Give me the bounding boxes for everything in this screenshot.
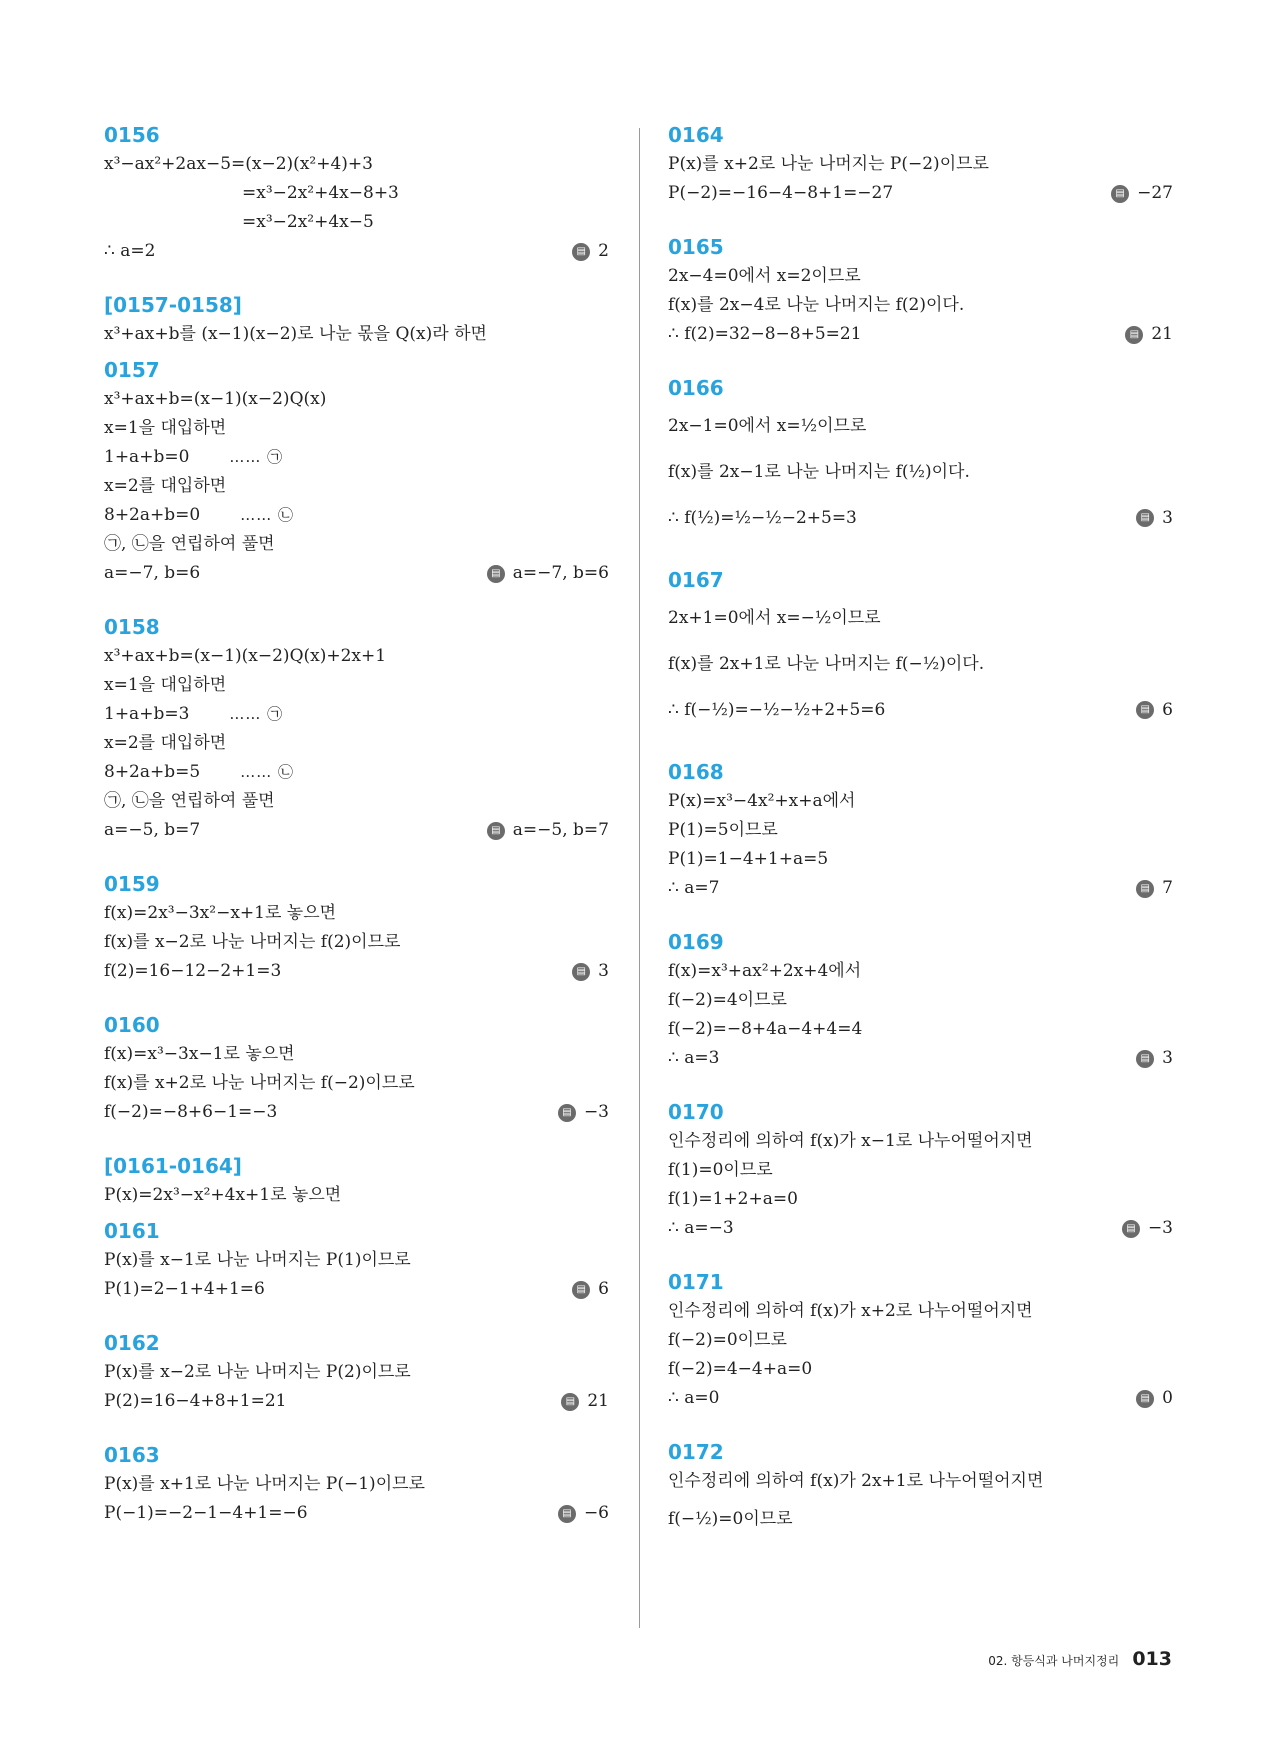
problem-block <box>668 1437 1173 1542</box>
problem-number: 0156 <box>104 123 160 147</box>
answer-badge-icon: ▤ <box>572 243 590 261</box>
solution-line <box>104 1040 609 1069</box>
solution-text: ∴ f(2)=32−8−8+5=21 <box>668 324 862 344</box>
solution-line <box>104 671 609 700</box>
solution-text: P(x)를 x+1로 나눈 나머지는 P(−1)이므로 <box>104 1474 425 1494</box>
solution-text: f(−½)=0이므로 <box>668 1509 793 1529</box>
solution-line <box>104 414 609 443</box>
answer-value: −3 <box>583 1102 609 1122</box>
solution-line <box>668 1496 1173 1542</box>
problem-number: 0158 <box>104 615 160 639</box>
solution-line <box>104 237 609 266</box>
solution-text: f(x)를 2x−1로 나눈 나머지는 f(½)이다. <box>668 462 970 482</box>
solution-line <box>668 595 1173 641</box>
answer-value: 0 <box>1162 1388 1173 1408</box>
solution-text: P(−1)=−2−1−4+1=−6 <box>104 1503 308 1523</box>
solution-text: P(1)=1−4+1+a=5 <box>668 849 829 869</box>
problem-number: 0159 <box>104 872 160 896</box>
solution-text: 2x−4=0에서 x=2이므로 <box>668 266 861 286</box>
answer <box>572 1275 609 1304</box>
equation-marker: …… ㉠ <box>229 448 284 466</box>
problem-block <box>104 355 609 588</box>
solution-line <box>104 816 609 845</box>
answer <box>561 1387 609 1416</box>
solution-line <box>668 874 1173 903</box>
answer-value: −3 <box>1147 1218 1173 1238</box>
answer <box>1136 495 1173 541</box>
answer-badge-icon: ▤ <box>487 565 505 583</box>
answer <box>1136 687 1173 733</box>
solution-line <box>104 642 609 671</box>
left-column <box>104 120 609 1528</box>
answer-value: 3 <box>1162 508 1173 528</box>
solution-text: f(1)=1+2+a=0 <box>668 1189 798 1209</box>
answer-badge-icon: ▤ <box>558 1104 576 1122</box>
solution-line <box>668 1044 1173 1073</box>
solution-text: f(x)를 2x+1로 나눈 나머지는 f(−½)이다. <box>668 654 985 674</box>
solution-line <box>104 1246 609 1275</box>
problem-block <box>104 1440 609 1528</box>
problem-block <box>104 120 609 266</box>
solution-line <box>668 1384 1173 1413</box>
answer-value: 21 <box>587 1391 609 1411</box>
problem-block <box>104 1328 609 1416</box>
problem-number: 0162 <box>104 1331 160 1355</box>
answer-badge-icon: ▤ <box>572 1281 590 1299</box>
answer <box>1125 320 1173 349</box>
solution-text: x=1을 대입하면 <box>104 675 227 695</box>
solution-line <box>104 1499 609 1528</box>
solution-line <box>104 559 609 588</box>
answer-value: −27 <box>1137 183 1173 203</box>
problem-number: 0171 <box>668 1270 724 1294</box>
solution-text: f(−2)=0이므로 <box>668 1330 787 1350</box>
problem-block <box>104 290 609 349</box>
problem-block <box>668 232 1173 349</box>
solution-text: f(−2)=−8+6−1=−3 <box>104 1102 278 1122</box>
answer-value: 2 <box>598 241 609 261</box>
right-column <box>668 120 1173 1542</box>
solution-text: =x³−2x²+4x−5 <box>242 212 374 232</box>
answer-badge-icon: ▤ <box>1136 701 1154 719</box>
problem-block <box>104 1010 609 1127</box>
solution-line <box>668 1326 1173 1355</box>
problem-number: 0163 <box>104 1443 160 1467</box>
solution-text: P(x)=2x³−x²+4x+1로 놓으면 <box>104 1185 342 1205</box>
solution-line <box>104 1387 609 1416</box>
solution-text: ∴ a=7 <box>668 878 720 898</box>
answer-badge-icon: ▤ <box>561 1393 579 1411</box>
solution-line <box>668 320 1173 349</box>
solution-line <box>104 385 609 414</box>
solution-text: x³−ax²+2ax−5=(x−2)(x²+4)+3 <box>104 154 373 174</box>
solution-text: 2x+1=0에서 x=−½이므로 <box>668 608 881 628</box>
problem-block <box>668 1097 1173 1243</box>
solution-text: ∴ a=3 <box>668 1048 720 1068</box>
solution-text: =x³−2x²+4x−8+3 <box>242 183 399 203</box>
problem-block <box>104 1151 609 1210</box>
problem-block <box>104 612 609 845</box>
answer-value: 6 <box>598 1279 609 1299</box>
answer <box>572 957 609 986</box>
solution-line <box>668 150 1173 179</box>
solution-line <box>104 787 609 816</box>
solution-line <box>104 758 609 787</box>
answer-value: 3 <box>598 961 609 981</box>
problem-block <box>668 565 1173 733</box>
solution-text: ㉠, ㉡을 연립하여 풀면 <box>104 791 275 811</box>
solution-line <box>668 687 1173 733</box>
solution-line <box>668 403 1173 449</box>
solution-line <box>104 472 609 501</box>
solution-text: P(x)를 x−2로 나눈 나머지는 P(2)이므로 <box>104 1362 411 1382</box>
solution-text: 8+2a+b=0 <box>104 505 201 525</box>
solution-text: f(x)를 x−2로 나눈 나머지는 f(2)이므로 <box>104 932 401 952</box>
problem-number: 0157 <box>104 358 160 382</box>
solution-line <box>104 530 609 559</box>
solution-text: 1+a+b=3 <box>104 704 190 724</box>
solution-text: f(−2)=−8+4a−4+4=4 <box>668 1019 863 1039</box>
problem-block <box>668 120 1173 208</box>
solution-line <box>104 1358 609 1387</box>
problem-number: 0167 <box>668 568 724 592</box>
solution-text: f(2)=16−12−2+1=3 <box>104 961 282 981</box>
solution-text: x=2를 대입하면 <box>104 733 227 753</box>
problem-number: [0157-0158] <box>104 293 242 317</box>
solution-text: 인수정리에 의하여 f(x)가 x−1로 나누어떨어지면 <box>668 1131 1033 1151</box>
problem-block <box>668 373 1173 541</box>
answer <box>1136 874 1173 903</box>
solution-text: a=−7, b=6 <box>104 563 201 583</box>
page-number: 013 <box>1132 1648 1172 1670</box>
answer <box>1136 1044 1173 1073</box>
solution-line <box>668 1127 1173 1156</box>
problem-number: 0168 <box>668 760 724 784</box>
solution-text: f(−2)=4−4+a=0 <box>668 1359 813 1379</box>
solution-line <box>104 1069 609 1098</box>
answer-value: 3 <box>1162 1048 1173 1068</box>
answer <box>1111 179 1173 208</box>
solution-line <box>668 845 1173 874</box>
problem-number: 0166 <box>668 376 724 400</box>
solution-line <box>668 816 1173 845</box>
solution-line <box>104 1275 609 1304</box>
answer-value: 21 <box>1151 324 1173 344</box>
answer-badge-icon: ▤ <box>558 1505 576 1523</box>
solution-text: ∴ f(½)=½−½−2+5=3 <box>668 508 857 528</box>
solution-line <box>668 262 1173 291</box>
problem-block <box>668 1267 1173 1413</box>
answer <box>572 237 609 266</box>
solution-line <box>104 899 609 928</box>
solution-text: P(x)를 x−1로 나눈 나머지는 P(1)이므로 <box>104 1250 411 1270</box>
equation-marker: …… ㉡ <box>240 506 294 524</box>
answer <box>558 1098 609 1127</box>
solution-line <box>104 208 609 237</box>
solution-text: 8+2a+b=5 <box>104 762 201 782</box>
solution-text: x³+ax+b=(x−1)(x−2)Q(x) <box>104 389 327 409</box>
answer-value: 7 <box>1162 878 1173 898</box>
solution-line <box>668 1156 1173 1185</box>
solution-text: x³+ax+b=(x−1)(x−2)Q(x)+2x+1 <box>104 646 387 666</box>
problem-number: 0165 <box>668 235 724 259</box>
solution-text: f(x)=2x³−3x²−x+1로 놓으면 <box>104 903 337 923</box>
solution-text: f(1)=0이므로 <box>668 1160 773 1180</box>
answer-value: 6 <box>1162 700 1173 720</box>
solution-text: 인수정리에 의하여 f(x)가 x+2로 나누어떨어지면 <box>668 1301 1033 1321</box>
solution-text: P(1)=2−1+4+1=6 <box>104 1279 265 1299</box>
solution-text: f(x)=x³−3x−1로 놓으면 <box>104 1044 295 1064</box>
solution-line <box>104 1181 609 1210</box>
answer-value: a=−5, b=7 <box>512 820 609 840</box>
answer <box>487 816 609 845</box>
solution-line <box>668 179 1173 208</box>
answer-badge-icon: ▤ <box>1136 880 1154 898</box>
answer-value: a=−7, b=6 <box>512 563 609 583</box>
solution-text: 인수정리에 의하여 f(x)가 2x+1로 나누어떨어지면 <box>668 1471 1044 1491</box>
solution-line <box>104 928 609 957</box>
page-footer <box>940 1648 1172 1670</box>
solution-line <box>668 1297 1173 1326</box>
solution-line <box>104 150 609 179</box>
solution-text: 2x−1=0에서 x=½이므로 <box>668 416 867 436</box>
answer-value: −6 <box>583 1503 609 1523</box>
solution-line <box>668 291 1173 320</box>
solution-line <box>668 449 1173 495</box>
solution-text: P(x)=x³−4x²+x+a에서 <box>668 791 856 811</box>
answer-badge-icon: ▤ <box>1122 1220 1140 1238</box>
solution-line <box>668 495 1173 541</box>
solution-line <box>668 1355 1173 1384</box>
problem-number: 0164 <box>668 123 724 147</box>
solution-line <box>104 320 609 349</box>
solution-line <box>104 501 609 530</box>
solution-line <box>668 787 1173 816</box>
answer-badge-icon: ▤ <box>1136 509 1154 527</box>
answer-badge-icon: ▤ <box>572 963 590 981</box>
solution-line <box>104 179 609 208</box>
solution-text: f(x)를 2x−4로 나눈 나머지는 f(2)이다. <box>668 295 965 315</box>
solution-text: 1+a+b=0 <box>104 447 190 467</box>
problem-number: 0161 <box>104 1219 160 1243</box>
solution-text: f(−2)=4이므로 <box>668 990 787 1010</box>
problem-number: 0172 <box>668 1440 724 1464</box>
solution-line <box>104 957 609 986</box>
problem-block <box>668 757 1173 903</box>
problem-number: 0170 <box>668 1100 724 1124</box>
answer-badge-icon: ▤ <box>1136 1050 1154 1068</box>
solution-text: f(x)를 x+2로 나눈 나머지는 f(−2)이므로 <box>104 1073 415 1093</box>
problem-block <box>104 1216 609 1304</box>
solution-text: ㉠, ㉡을 연립하여 풀면 <box>104 534 275 554</box>
solution-line <box>104 729 609 758</box>
column-divider <box>639 128 640 1628</box>
solution-text: x=2를 대입하면 <box>104 476 227 496</box>
problem-block <box>668 927 1173 1073</box>
solution-text: x³+ax+b를 (x−1)(x−2)로 나눈 몫을 Q(x)라 하면 <box>104 324 487 344</box>
answer <box>558 1499 609 1528</box>
solution-text: ∴ f(−½)=−½−½+2+5=6 <box>668 700 886 720</box>
problem-number: 0169 <box>668 930 724 954</box>
solution-line <box>104 443 609 472</box>
solution-line <box>668 1214 1173 1243</box>
solution-line <box>668 641 1173 687</box>
problem-number: 0160 <box>104 1013 160 1037</box>
solution-line <box>104 700 609 729</box>
solution-line <box>668 1185 1173 1214</box>
solution-text: P(1)=5이므로 <box>668 820 778 840</box>
solution-text: P(2)=16−4+8+1=21 <box>104 1391 287 1411</box>
answer-badge-icon: ▤ <box>487 822 505 840</box>
solution-line <box>668 986 1173 1015</box>
answer-badge-icon: ▤ <box>1111 185 1129 203</box>
chapter-title: 02. 항등식과 나머지정리 <box>988 1654 1120 1668</box>
solution-text: ∴ a=2 <box>104 241 156 261</box>
solution-text: ∴ a=−3 <box>668 1218 734 1238</box>
solution-text: ∴ a=0 <box>668 1388 720 1408</box>
solution-text: P(−2)=−16−4−8+1=−27 <box>668 183 894 203</box>
problem-number: [0161-0164] <box>104 1154 242 1178</box>
solution-line <box>104 1470 609 1499</box>
solution-text: a=−5, b=7 <box>104 820 201 840</box>
equation-marker: …… ㉠ <box>229 705 284 723</box>
solution-text: f(x)=x³+ax²+2x+4에서 <box>668 961 862 981</box>
answer-badge-icon: ▤ <box>1136 1390 1154 1408</box>
equation-marker: …… ㉡ <box>240 763 294 781</box>
solution-text: P(x)를 x+2로 나눈 나머지는 P(−2)이므로 <box>668 154 989 174</box>
problem-block <box>104 869 609 986</box>
answer <box>1136 1384 1173 1413</box>
solution-line <box>668 957 1173 986</box>
answer-badge-icon: ▤ <box>1125 326 1143 344</box>
solution-line <box>668 1467 1173 1496</box>
solution-line <box>104 1098 609 1127</box>
solution-text: x=1을 대입하면 <box>104 418 227 438</box>
answer <box>1122 1214 1173 1243</box>
solution-line <box>668 1015 1173 1044</box>
answer <box>487 559 609 588</box>
